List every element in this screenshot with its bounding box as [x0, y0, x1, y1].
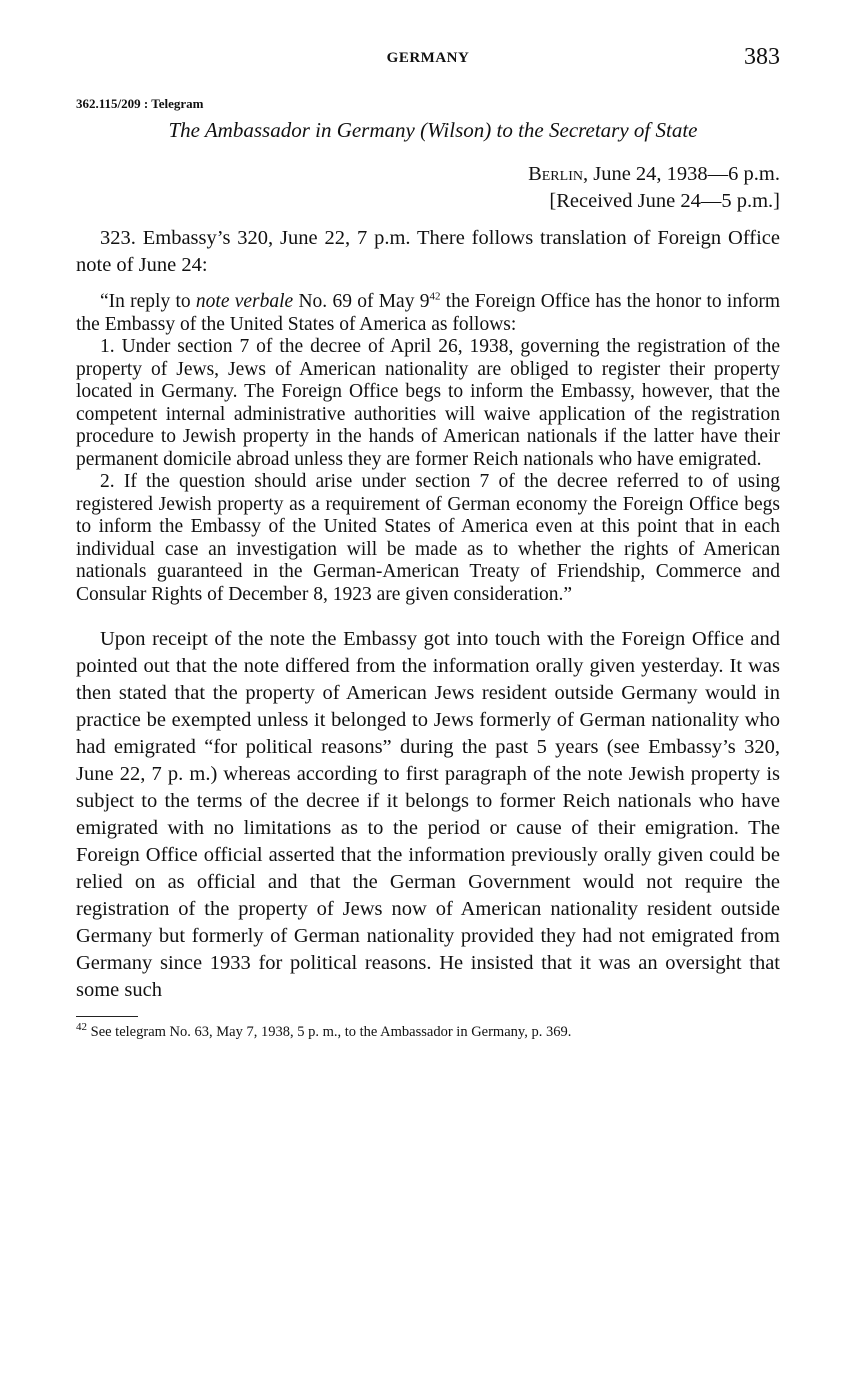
intro-paragraph: 323. Embassy’s 320, June 22, 7 p.m. There follows translation of Foreign Office note of June 24: — [76, 227, 780, 276]
running-head-title: GERMANY — [386, 50, 470, 66]
quote-paragraph-1 — [76, 291, 780, 336]
footnote-ref: 42 — [429, 290, 441, 303]
dateline-received: [Received June 24—5 p.m.] — [549, 190, 780, 212]
running-head — [76, 40, 780, 76]
quote-paragraph-2: 1. Under section 7 of the decree of April 26, 1938, governing the registration of the property of Jews, Jews of American nationality are obliged to register their property located in Germany. The Foreign Office begs to inform the Embassy, however, that the competent internal administrative authorities will waive application of the registration procedure to Jewish property in the hands of American nationals if the latter have their permanent domicile abroad unless they are former Reich nationals who have emigrated. — [76, 336, 780, 470]
page-number: 383 — [744, 44, 780, 70]
dateline-date: June 24, 1938—6 p.m. — [588, 163, 780, 185]
footnote-divider — [76, 1016, 138, 1017]
document-heading: The Ambassador in Germany (Wilson) to the Secretary of State — [168, 118, 698, 142]
body-paragraph: Upon receipt of the note the Embassy got into touch with the Foreign Office and pointed out that the note differed from the information orally given yesterday. It was then stated that the property of American Jews resident outside Germany would in practice be exempted unless it belonged to Jews formerly of German nationality who had emigrated “for political reasons” during the past 5 years (see Embassy’s 320, June 22, 7 p. m.) whereas according to first paragraph of the note Jewish property is subject to the terms of the decree if it belongs to former Reich nationals who have emigrated with no limitations as to the period or cause of their emigration. The Foreign Office official asserted that the information previously orally given could be relied on as official and that the German Government would not require the registration of the property of Jews now of American nationality resident outside Germany but formerly of German nationality provided they had not emigrated from Germany since 1933 for political reasons. He insisted that it was an oversight that some such — [76, 628, 780, 1001]
footnote-marker: 42 — [76, 1021, 87, 1034]
footnote-text: See telegram No. 63, May 7, 1938, 5 p. m., to the Ambassador in Germany, p. 369. — [87, 1024, 572, 1040]
dateline — [76, 161, 780, 215]
dateline-city: Berlin, — [528, 163, 589, 185]
quote-paragraph-3: 2. If the question should arise under section 7 of the decree referred to of using registered Jewish property as a requirement of German economy the Foreign Office begs to inform the Embassy of the United States of America even at this point that in each individual case an investigation will be made as to whether the rights of American nationals guaranteed in the German-American Treaty of Friendship, Commerce and Consular Rights of December 8, 1923 are given consideration.” — [76, 471, 780, 605]
quote-p1-pre: “In reply to — [100, 291, 196, 312]
quote-p1-italic: note verbale — [195, 291, 294, 312]
footnote — [76, 1023, 780, 1041]
quoted-note — [76, 291, 780, 606]
document-page — [76, 40, 780, 1041]
quote-p1-post: the Foreign Office has the honor to inform the Embassy of the United States of America as follows: — [76, 291, 780, 335]
file-reference: 362.115/209 : Telegram — [76, 96, 204, 111]
dateline-sent — [76, 161, 780, 188]
quote-p1-mid: No. 69 of May 9 — [293, 291, 430, 312]
